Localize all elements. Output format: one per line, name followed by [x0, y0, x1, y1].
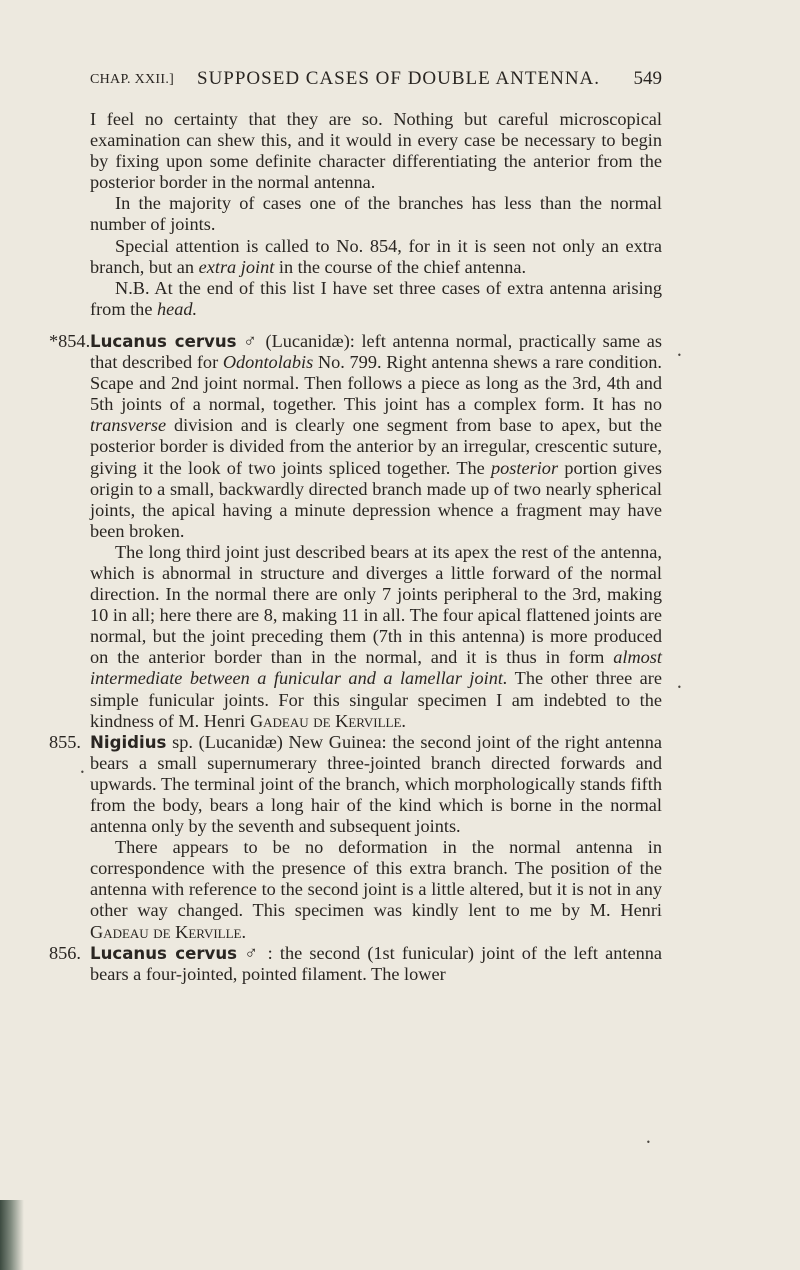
text-run: : the second (1st funicular) joint of the left antenna bears a four-jointed, pointed filament. The lower — [90, 942, 663, 984]
scan-edge-shadow — [0, 1200, 24, 1270]
intro-paragraph: I feel no certainty that they are so. Nothing but careful microscopical examination can shew this, and it would in every case be necessary to begin by fixing upon some definite character differentiating the anterior from the posterior border in the normal antenna. — [90, 109, 662, 193]
text-run: The long third joint just described bears at its apex the rest of the antenna, which is abnormal in structure and diverges a little forward of the normal direction. In the normal there are only 7 joints peripheral to the 3rd, making 10 in all; here there are 8, making 11 in all. The four apical flattened joints are normal, but the joint preceding them (7th in this antenna) is more produced on the anterior border than in the normal, and it is thus in form — [90, 541, 662, 668]
emphasis: transverse — [90, 415, 167, 436]
entry-854 — [49, 330, 663, 542]
entry-854-continuation — [90, 542, 662, 732]
entry-number: *854. — [49, 330, 91, 351]
text-run: (Lucanidæ): left antenna normal, practically same as that described for — [90, 330, 663, 373]
emphasis: Odontolabis — [222, 352, 314, 373]
genus-name: Lucanus cervus — [90, 943, 238, 963]
text-run: No. 799. Right antenna shews a rare condition. Scape and 2nd joint normal. Then follows a piece as long as the 3rd, 4th and 5th joints of a normal, together. This joint has a complex form. It has no — [90, 352, 662, 415]
intro-paragraph: In the majority of cases one of the branches has less than the normal number of joints. — [90, 193, 662, 235]
entry-855 — [49, 731, 662, 837]
collector-name: Gadeau de Kerville. — [249, 710, 407, 731]
emphasis: almost intermediate between a funicular and a lamellar joint. — [90, 647, 662, 689]
text-run: N.B. At the end of this list I have set three cases of extra antenna arising from the — [90, 277, 662, 319]
margin-speck: • — [677, 351, 682, 360]
entry-number: 855. — [49, 731, 81, 752]
nb-paragraph — [90, 278, 662, 320]
entry-number: 856. — [49, 942, 81, 963]
running-title: SUPPOSED CASES OF DOUBLE ANTENNA. — [197, 68, 601, 89]
male-symbol: ♂ — [237, 942, 261, 963]
page-body — [49, 109, 663, 985]
running-header — [90, 66, 662, 96]
text-run: division and is clearly one segment from base to apex, but the posterior border is divided from the anterior by an irregular, crescentic suture, giving it the look of two joints spliced together. The — [90, 415, 662, 478]
emphasis: head. — [157, 298, 198, 319]
chapter-label: CHAP. XXII.] — [90, 72, 175, 87]
page-number: 549 — [633, 68, 662, 89]
emphasis: extra joint — [198, 256, 275, 277]
text-run: sp. (Lucanidæ) New Guinea: the second joint of the right antenna bears a small supernumerary three-jointed branch directed forwards and upwards. The terminal joint of the branch, which morphologically stands fifth from the body, bears a long hair of the kind which is borne in the normal antenna only by the seventh and subsequent joints. — [90, 731, 662, 837]
entry-856 — [49, 942, 663, 985]
text-run: portion gives origin to a small, backwardly directed branch made up of two nearly spherical joints, the apical having a minute depression whence a fragment may have been broken. — [90, 457, 662, 541]
text-run: There appears to be no deformation in the normal antenna in correspondence with the presence of this extra branch. The position of the antenna with reference to the second joint is a little altered, but it is not in any other way changed. This specimen was kindly lent to me by M. Henri — [90, 837, 662, 921]
margin-speck: • — [80, 768, 85, 777]
male-symbol: ♂ — [236, 330, 259, 351]
text-run: Special attention is called to No. 854, for in it is seen not only an extra branch, but an — [90, 235, 662, 277]
text-run: in the course of the chief antenna. — [274, 256, 527, 277]
collector-name: Gadeau de Kerville. — [90, 921, 247, 942]
margin-speck: • — [646, 1138, 651, 1147]
genus-name: Nigidius — [90, 732, 167, 752]
intro-paragraph — [90, 236, 662, 278]
margin-speck: • — [677, 683, 682, 692]
emphasis: posterior — [491, 457, 559, 478]
text-run: The other three are simple funicular joints. For this singular specimen I am indebted to the kindness of M. Henri — [90, 668, 662, 731]
genus-name: Lucanus cervus — [90, 331, 237, 351]
entry-855-continuation — [90, 837, 662, 942]
